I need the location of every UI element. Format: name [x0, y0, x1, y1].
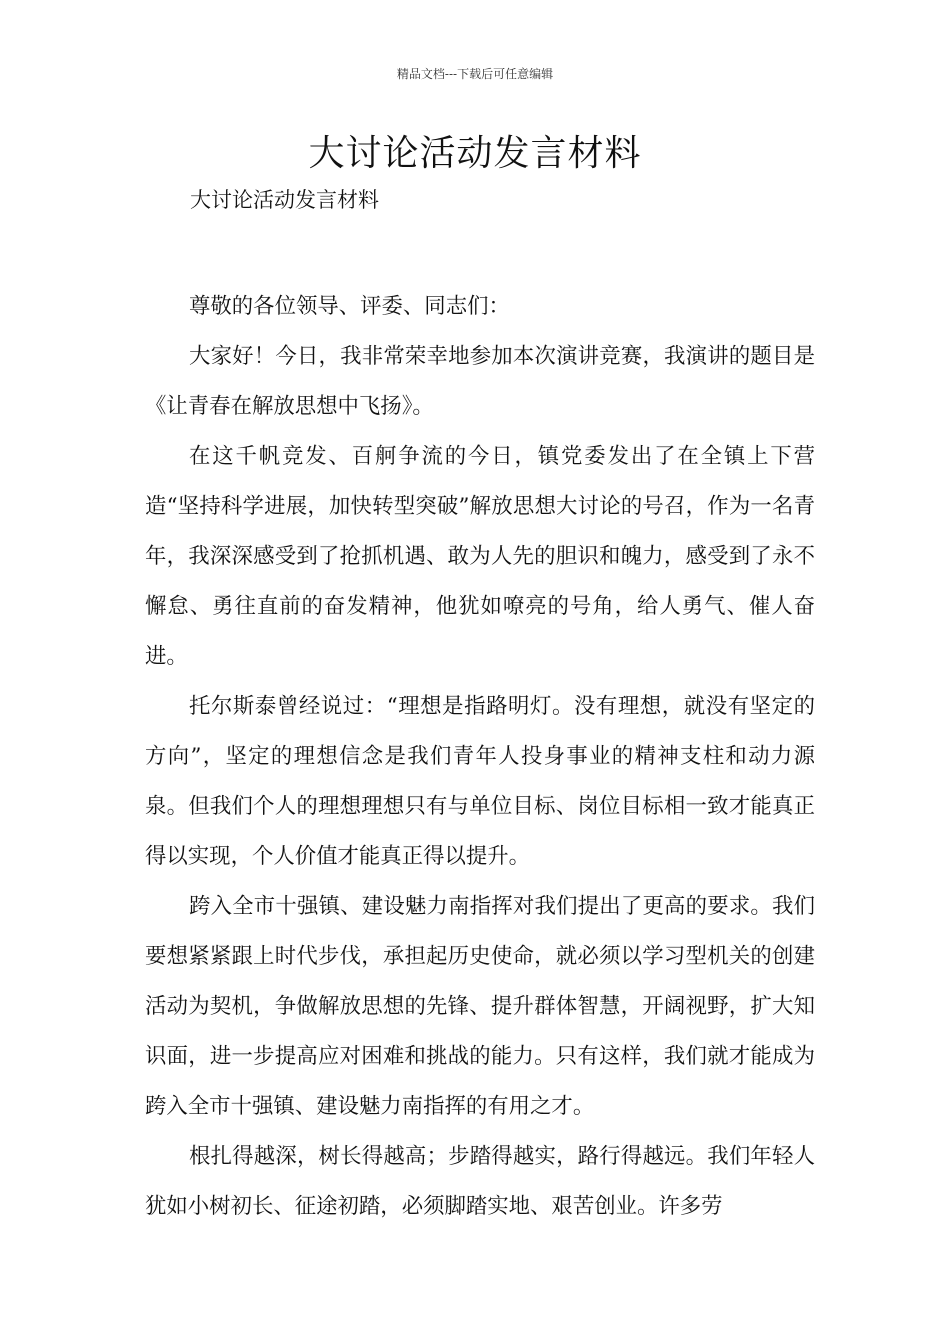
paragraph: 跨入全市十强镇、建设魅力南指挥对我们提出了更高的要求。我们要想紧紧跟上时代步伐，承担起历史使命，就必须以学习型机关的创建活动为契机，争做解放思想的先锋、提升群体智慧，开阔视野，扩大知识面，进一步提高应对困难和挑战的能力。只有这样，我们就才能成为跨入全市十强镇、建设魅力南指挥的有用之才。	[145, 894, 815, 1119]
document-subtitle: 大讨论活动发言材料	[190, 188, 379, 212]
document-title: 大讨论活动发言材料	[308, 133, 642, 174]
document-body	[145, 282, 815, 1232]
header-note: 精品文档---下载后可任意编辑	[396, 67, 554, 81]
paragraph: 在这千帆竞发、百舸争流的今日，镇党委发出了在全镇上下营造“坚持科学进展，加快转型突破”解放思想大讨论的号召，作为一名青年，我深深感受到了抢抓机遇、敢为人先的胆识和魄力，感受到了永不懈怠、勇往直前的奋发精神，他犹如嘹亮的号角，给人勇气、催人奋进。	[145, 444, 815, 669]
paragraph-greeting: 尊敬的各位领导、评委、同志们：	[189, 294, 510, 319]
paragraph: 托尔斯泰曾经说过：“理想是指路明灯。没有理想，就没有坚定的方向”，坚定的理想信念是我们青年人投身事业的精神支柱和动力源泉。但我们个人的理想理想只有与单位目标、岗位目标相一致才能真正得以实现，个人价值才能真正得以提升。	[145, 694, 815, 869]
paragraph: 根扎得越深，树长得越高；步踏得越实，路行得越远。我们年轻人犹如小树初长、征途初踏，必须脚踏实地、艰苦创业。许多劳	[145, 1144, 815, 1219]
paragraph: 大家好！今日，我非常荣幸地参加本次演讲竞赛，我演讲的题目是《让青春在解放思想中飞扬》。	[145, 344, 815, 419]
